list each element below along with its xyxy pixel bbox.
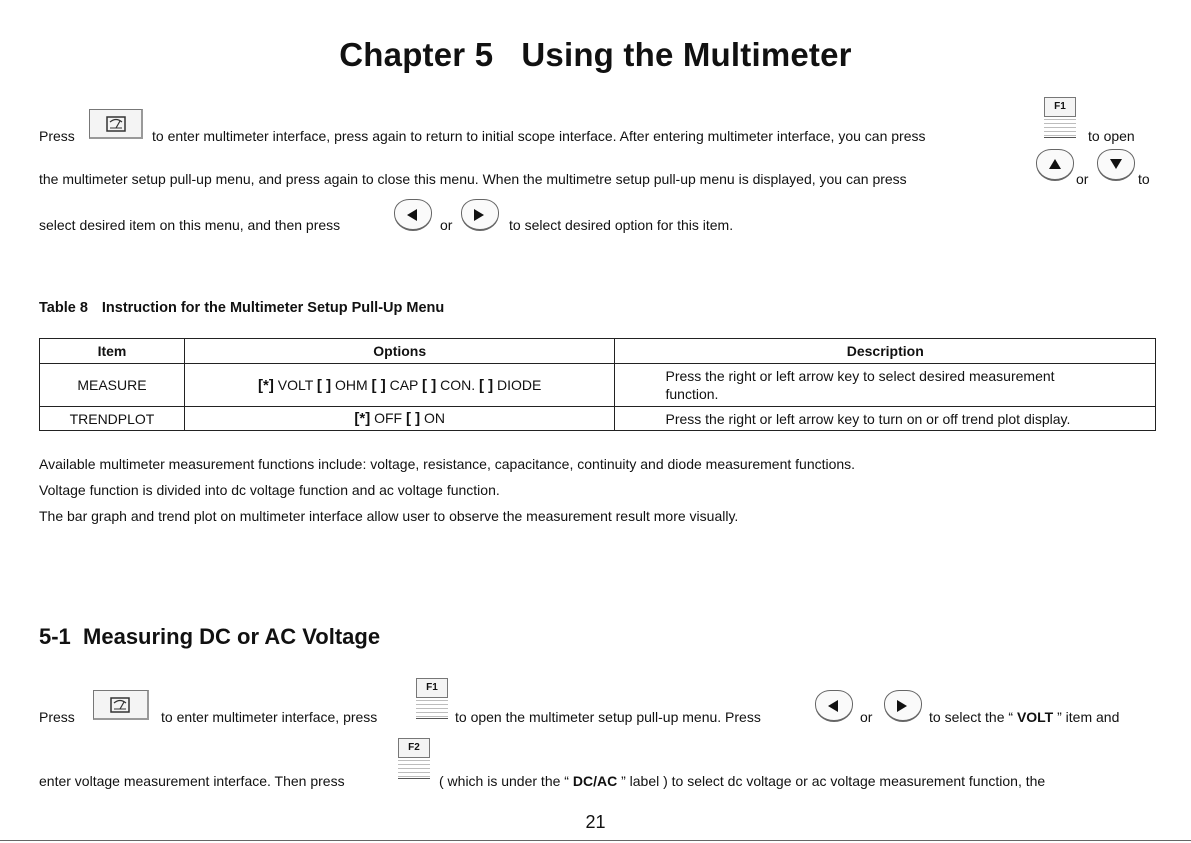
- right-arrow-key-icon: [884, 690, 922, 722]
- cell-item: TRENDPLOT: [40, 407, 185, 431]
- left-arrow-key-icon: [815, 690, 853, 722]
- section-line-1-or: or: [860, 709, 873, 725]
- cell-options: [*] OFF [ ] ON: [184, 407, 615, 431]
- f1-key-icon: F1: [416, 678, 448, 722]
- multimeter-key-icon: [89, 109, 143, 139]
- page-bottom-rule: [0, 840, 1191, 841]
- chapter-title: Chapter 5 Using the Multimeter: [339, 36, 852, 73]
- header-description: Description: [615, 339, 1156, 364]
- note-line: Available multimeter measurement functions include: voltage, resistance, capacitance, continuity and diode measurement functions.: [39, 456, 856, 472]
- page-number: 21: [585, 812, 606, 832]
- multimeter-key-icon: [93, 690, 149, 720]
- f2-key-icon: F2: [398, 738, 430, 782]
- header-item: Item: [40, 339, 185, 364]
- header-options: Options: [184, 339, 615, 364]
- cell-item: MEASURE: [40, 364, 185, 407]
- intro-line-3-or: or: [440, 217, 453, 233]
- f1-key-icon: F1: [1044, 97, 1076, 141]
- setup-menu-table: [39, 338, 1156, 431]
- intro-line-2-end: to: [1138, 171, 1150, 187]
- cell-options: [*] VOLT [ ] OHM [ ] CAP [ ] CON. [ ] DIODE: [184, 364, 615, 407]
- table-row: [40, 407, 1156, 431]
- table-row: [40, 364, 1156, 407]
- section-title: 5-1 Measuring DC or AC Voltage: [39, 624, 381, 649]
- intro-line-3: select desired item on this menu, and then press: [39, 217, 341, 233]
- section-line-2-end: ( which is under the “ DC/AC ” label ) to select dc voltage or ac voltage measurement function, the: [439, 773, 1046, 789]
- table-header-row: [40, 339, 1156, 364]
- intro-line-2-or: or: [1076, 171, 1089, 187]
- table-caption: Table 8 Instruction for the Multimeter Setup Pull-Up Menu: [39, 300, 445, 316]
- left-arrow-key-icon: [394, 199, 432, 231]
- cell-description: Press the right or left arrow key to select desired measurement function.: [615, 364, 1156, 407]
- intro-line-3-end: to select desired option for this item.: [509, 217, 734, 233]
- intro-line-2: the multimeter setup pull-up menu, and press again to close this menu. When the multimetre setup pull-up menu is displayed, you can press: [39, 171, 907, 187]
- intro-line-1-text: to enter multimeter interface, press again to return to initial scope interface. After entering multimeter interface, you can press: [152, 128, 926, 144]
- section-line-1-end: to select the “ VOLT ” item and: [929, 709, 1120, 725]
- note-line: The bar graph and trend plot on multimeter interface allow user to observe the measurement result more visually.: [39, 508, 739, 524]
- right-arrow-key-icon: [461, 199, 499, 231]
- down-arrow-key-icon: [1097, 149, 1135, 181]
- section-line-1: Press: [39, 709, 75, 725]
- up-arrow-key-icon: [1036, 149, 1074, 181]
- section-line-1-text-2: to open the multimeter setup pull-up menu. Press: [455, 709, 761, 725]
- section-line-1-text: to enter multimeter interface, press: [161, 709, 378, 725]
- intro-line-1-end: to open: [1088, 128, 1135, 144]
- section-line-2: enter voltage measurement interface. Then press: [39, 773, 345, 789]
- intro-line-1: Press: [39, 128, 75, 144]
- note-line: Voltage function is divided into dc voltage function and ac voltage function.: [39, 482, 500, 498]
- cell-description: Press the right or left arrow key to turn on or off trend plot display.: [615, 407, 1156, 431]
